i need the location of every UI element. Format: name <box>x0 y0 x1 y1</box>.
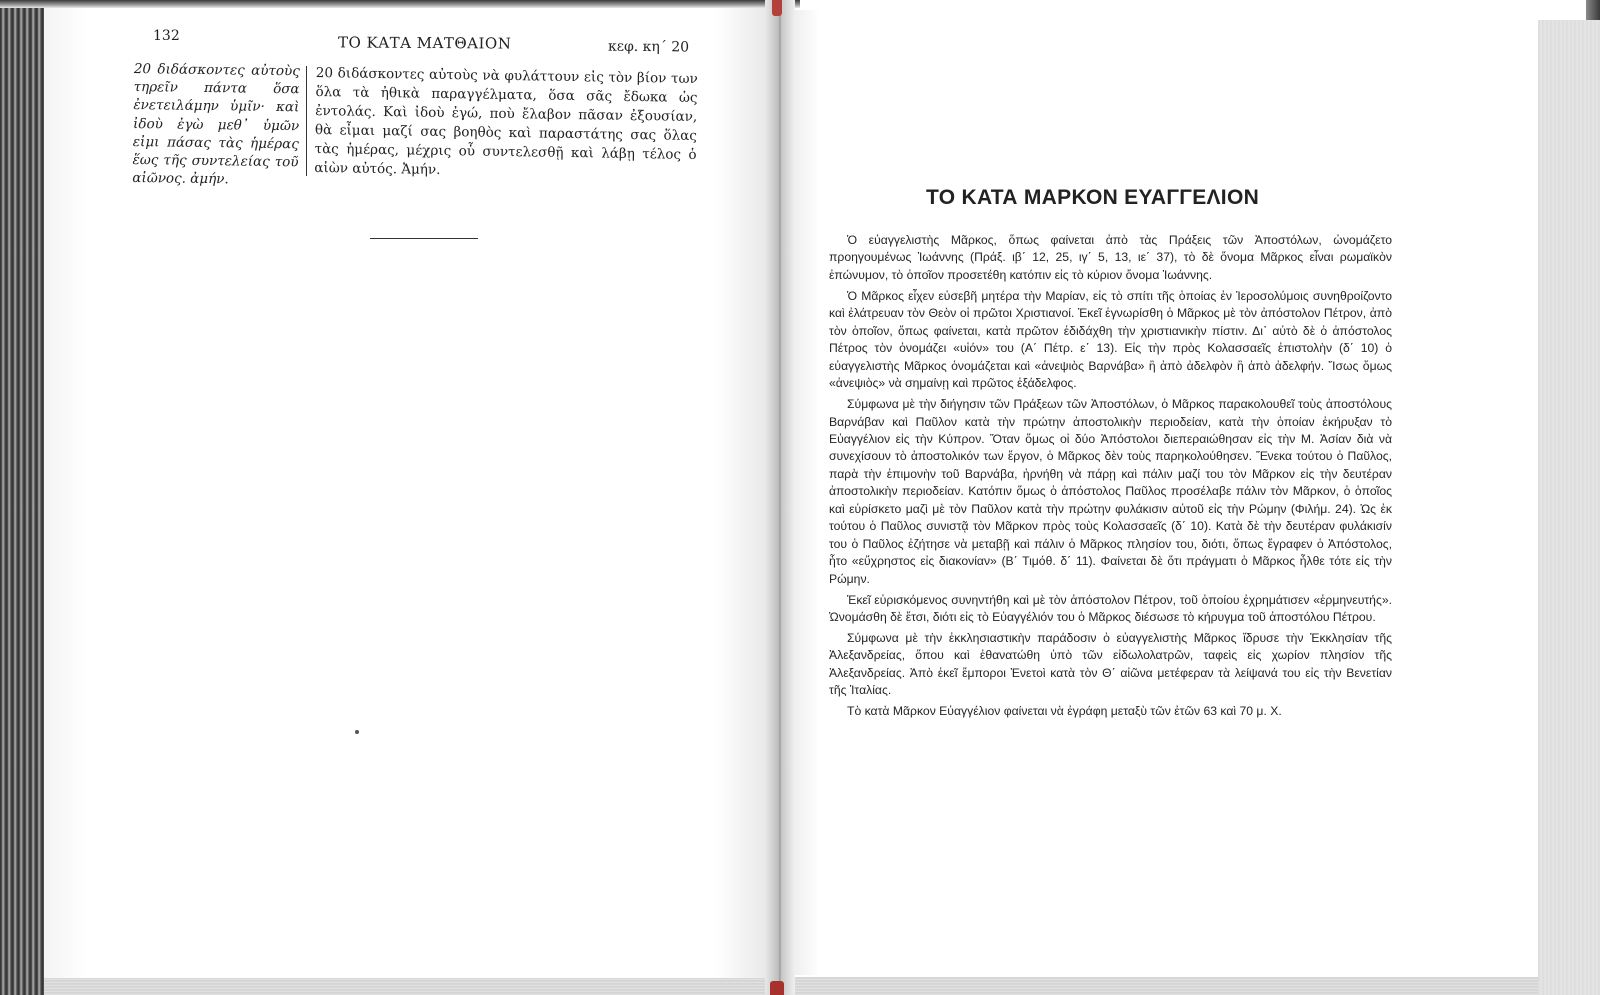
paragraph: Τὸ κατὰ Μᾶρκον Εὐαγγέλιον φαίνεται νὰ ἐγράφη μεταξὺ τῶν ἐτῶν 63 καὶ 70 μ. Χ. <box>847 704 1282 719</box>
introduction-text <box>829 232 1392 724</box>
chapter-reference: κεφ. κη΄ 20 <box>607 38 690 56</box>
bookmark-ribbon-bottom[interactable] <box>770 981 784 995</box>
paragraph: Ὁ εὐαγγελιστὴς Μᾶρκος, ὅπως φαίνεται ἀπὸ τὰς Πράξεις τῶν Ἀποστόλων, ὠνομάζετο προηγουμένως Ἰωάννης (Πράξ. ιβ΄ 12, 25, ιγ΄ 5, 13, ιε΄ 37), τὸ δὲ ὄνομα Μᾶρκος εἶναι ρωμαϊκὸν ἐπώνυμον, τὸ ὁποῖον προσετέθη κατόπιν εἰς τὸ κύριον ὄνομα Ἰωάννης. <box>829 233 1392 282</box>
paragraph: Ἐκεῖ εὑρισκόμενος συνηντήθη καὶ μὲ τὸν ἀπόστολον Πέτρον, τοῦ ὁποίου ἐχρημάτισεν «ἑρμηνευτής». Ὠνομάσθη δὲ ἔτσι, διότι εἰς τὸ Εὐαγγέλιόν του ὁ Μᾶρκος διέσωσε τὸ κήρυγμα τοῦ ἀποστόλου Πέτρου. <box>829 592 1392 625</box>
paragraph: Ὁ Μᾶρκος εἶχεν εὐσεβῆ μητέρα τὴν Μαρίαν, εἰς τὸ σπίτι τῆς ὁποίας ἐν Ἱεροσολύμοις συνηθροίζοντο καὶ ἐλάτρευαν τὸν Θεὸν οἱ πρῶτοι Χριστιανοί. Ἐκεῖ ἐγνωρίσθη ὁ Μᾶρκος μὲ τὸν ἀπόστολον Πέτρον, ἀπὸ τὸν ὁποῖον, ὅπως φαίνεται, κατὰ πρῶτον ἐδιδάχθη τὴν χριστιανικὴν πίστιν. Δι᾽ αὐτὸ δὲ ὁ ἀπόστολος Πέτρος τὸν ὀνομάζει «υἱόν» του (Α΄ Πέτρ. ε΄ 13). Εἰς τὴν πρὸς Κολασσαεῖς ἐπιστολὴν (δ΄ 10) ὁ εὐαγγελιστὴς Μᾶρκος ὀνομάζεται καὶ «ἀνεψιὸς Βαρνάβα» ἢ ἀπὸ ἀδελφὸν ἢ ἀπὸ ἀδελφήν. Ἴσως ὅμως «ἀνεψιὸς» νὰ σημαίνῃ καὶ πρῶτος ἐξάδελφος. <box>829 288 1392 391</box>
paragraph: Σύμφωνα μὲ τὴν ἐκκλησιαστικὴν παράδοσιν ὁ εὐαγγελιστὴς Μᾶρκος ἵδρυσε τὴν Ἐκκλησίαν τῆς Ἀλεξανδρείας, ὅπου καὶ ἐθανατώθη ὑπὸ τῶν εἰδωλολατρῶν, ταφεὶς εἰς χωρίον πλησίον τῆς Ἀλεξανδρείας. Ἀπὸ ἐκεῖ ἔμποροι Ἐνετοὶ κατὰ τὸν Θ΄ αἰῶνα μετέφεραν τὰ λείψανά του εἰς τὴν Βενετίαν τῆς Ἰταλίας. <box>829 630 1392 698</box>
original-text-column: 20 διδάσκοντες αὐτοὺς τηρεῖν πάντα ὅσα ἐνετειλάμην ὑμῖν· καὶ ἰδοὺ ἐγὼ μεθ᾽ ὑμῶν εἰμι πάσας τὰς ἡμέρας ἕως τῆς συντελείας τοῦ αἰῶνος. ἀμήν. <box>132 60 300 188</box>
ink-speck <box>355 730 359 734</box>
column-divider <box>306 66 307 176</box>
top-page-edges <box>0 0 800 8</box>
translation-column: 20 διδάσκοντες αὐτοὺς νὰ φυλάττουν εἰς τὸν βίον των ὅλα τὰ ἠθικὰ παραγγέλματα, ὅσα σᾶς ἔδωκα ὡς ἐντολάς. Καὶ ἰδοὺ ἐγώ, ποὺ ἔλαβον πᾶσαν ἐξουσίαν, θὰ εἶμαι μαζί σας βοηθὸς καὶ παραστάτης σας ὅλας τὰς ἡμέρας, μέχρις οὗ συντελεσθῇ καὶ λάβῃ τέλος ὁ αἰὼν αὐτός. Ἀμήν. <box>314 64 698 178</box>
right-page-edges <box>1538 20 1600 995</box>
paragraph: Σύμφωνα μὲ τὴν διήγησιν τῶν Πράξεων τῶν Ἀποστόλων, ὁ Μᾶρκος παρακολουθεῖ τοὺς ἀποστόλους Βαρνάβαν καὶ Παῦλον κατὰ τὴν πρώτην ἀποστολικὴν περιοδείαν, κατὰ τὴν ὁποίαν ἐκήρυξαν τὸ Εὐαγγέλιον εἰς τὴν Κύπρον. Ὅταν ὅμως οἱ δύο Ἀπόστολοι διεπεραιώθησαν εἰς τὴν Μ. Ἀσίαν διὰ νὰ συνεχίσουν τὸ ἀποστολικόν των ἔργον, ὁ Μᾶρκος δὲν τοὺς παρηκολούθησεν. Ἕνεκα τούτου ὁ Παῦλος, παρὰ τὴν ἐπιμονὴν τοῦ Βαρνάβα, ἠρνήθη νὰ πάρῃ καὶ πάλιν μαζί του τὸν Μᾶρκον εἰς τὴν δευτέραν ἀποστολικὴν περιοδείαν. Κατόπιν ὅμως ὁ ἀπόστολος Παῦλος προσέλαβε πάλιν τὸν Μᾶρκον, ὁ ὁποῖος καὶ εὑρίσκετο μαζὶ μὲ τὸν Παῦλον κατὰ τὴν πρώτην φυλάκισιν αὐτοῦ εἰς τὴν Ρώμην (Φιλήμ. 24). Ὡς ἐκ τούτου ὁ Παῦλος συνιστᾷ τὸν Μᾶρκον πρὸς τοὺς Κολασσαεῖς (δ΄ 10). Κατὰ δὲ τὴν δευτέραν φυλάκισίν του ὁ Παῦλος ἐζήτησε νὰ μεταβῇ καὶ πάλιν ὁ Μᾶρκος πλησίον του, διότι, ὅπως ἔγραφεν ὁ Ἀπόστολος, ἦτο «εὔχρηστος εἰς διακονίαν» (Β΄ Τιμόθ. δ΄ 11). Φαίνεται δὲ ὅτι πράγματι ὁ Μᾶρκος ἦλθε τότε εἰς τὴν Ρώμην. <box>829 397 1392 586</box>
left-page-edges <box>0 0 44 995</box>
book-gutter <box>765 0 795 995</box>
running-head: ΤΟ ΚΑΤΑ ΜΑΤΘΑΙΟΝ <box>337 33 512 53</box>
end-rule <box>370 238 478 239</box>
gospel-title: ΤΟ ΚΑΤΑ ΜΑΡΚΟΝ ΕΥΑΓΓΕΛΙΟΝ <box>926 186 1260 209</box>
bookmark-ribbon-top[interactable] <box>772 0 782 16</box>
page-number: 132 <box>153 28 180 44</box>
